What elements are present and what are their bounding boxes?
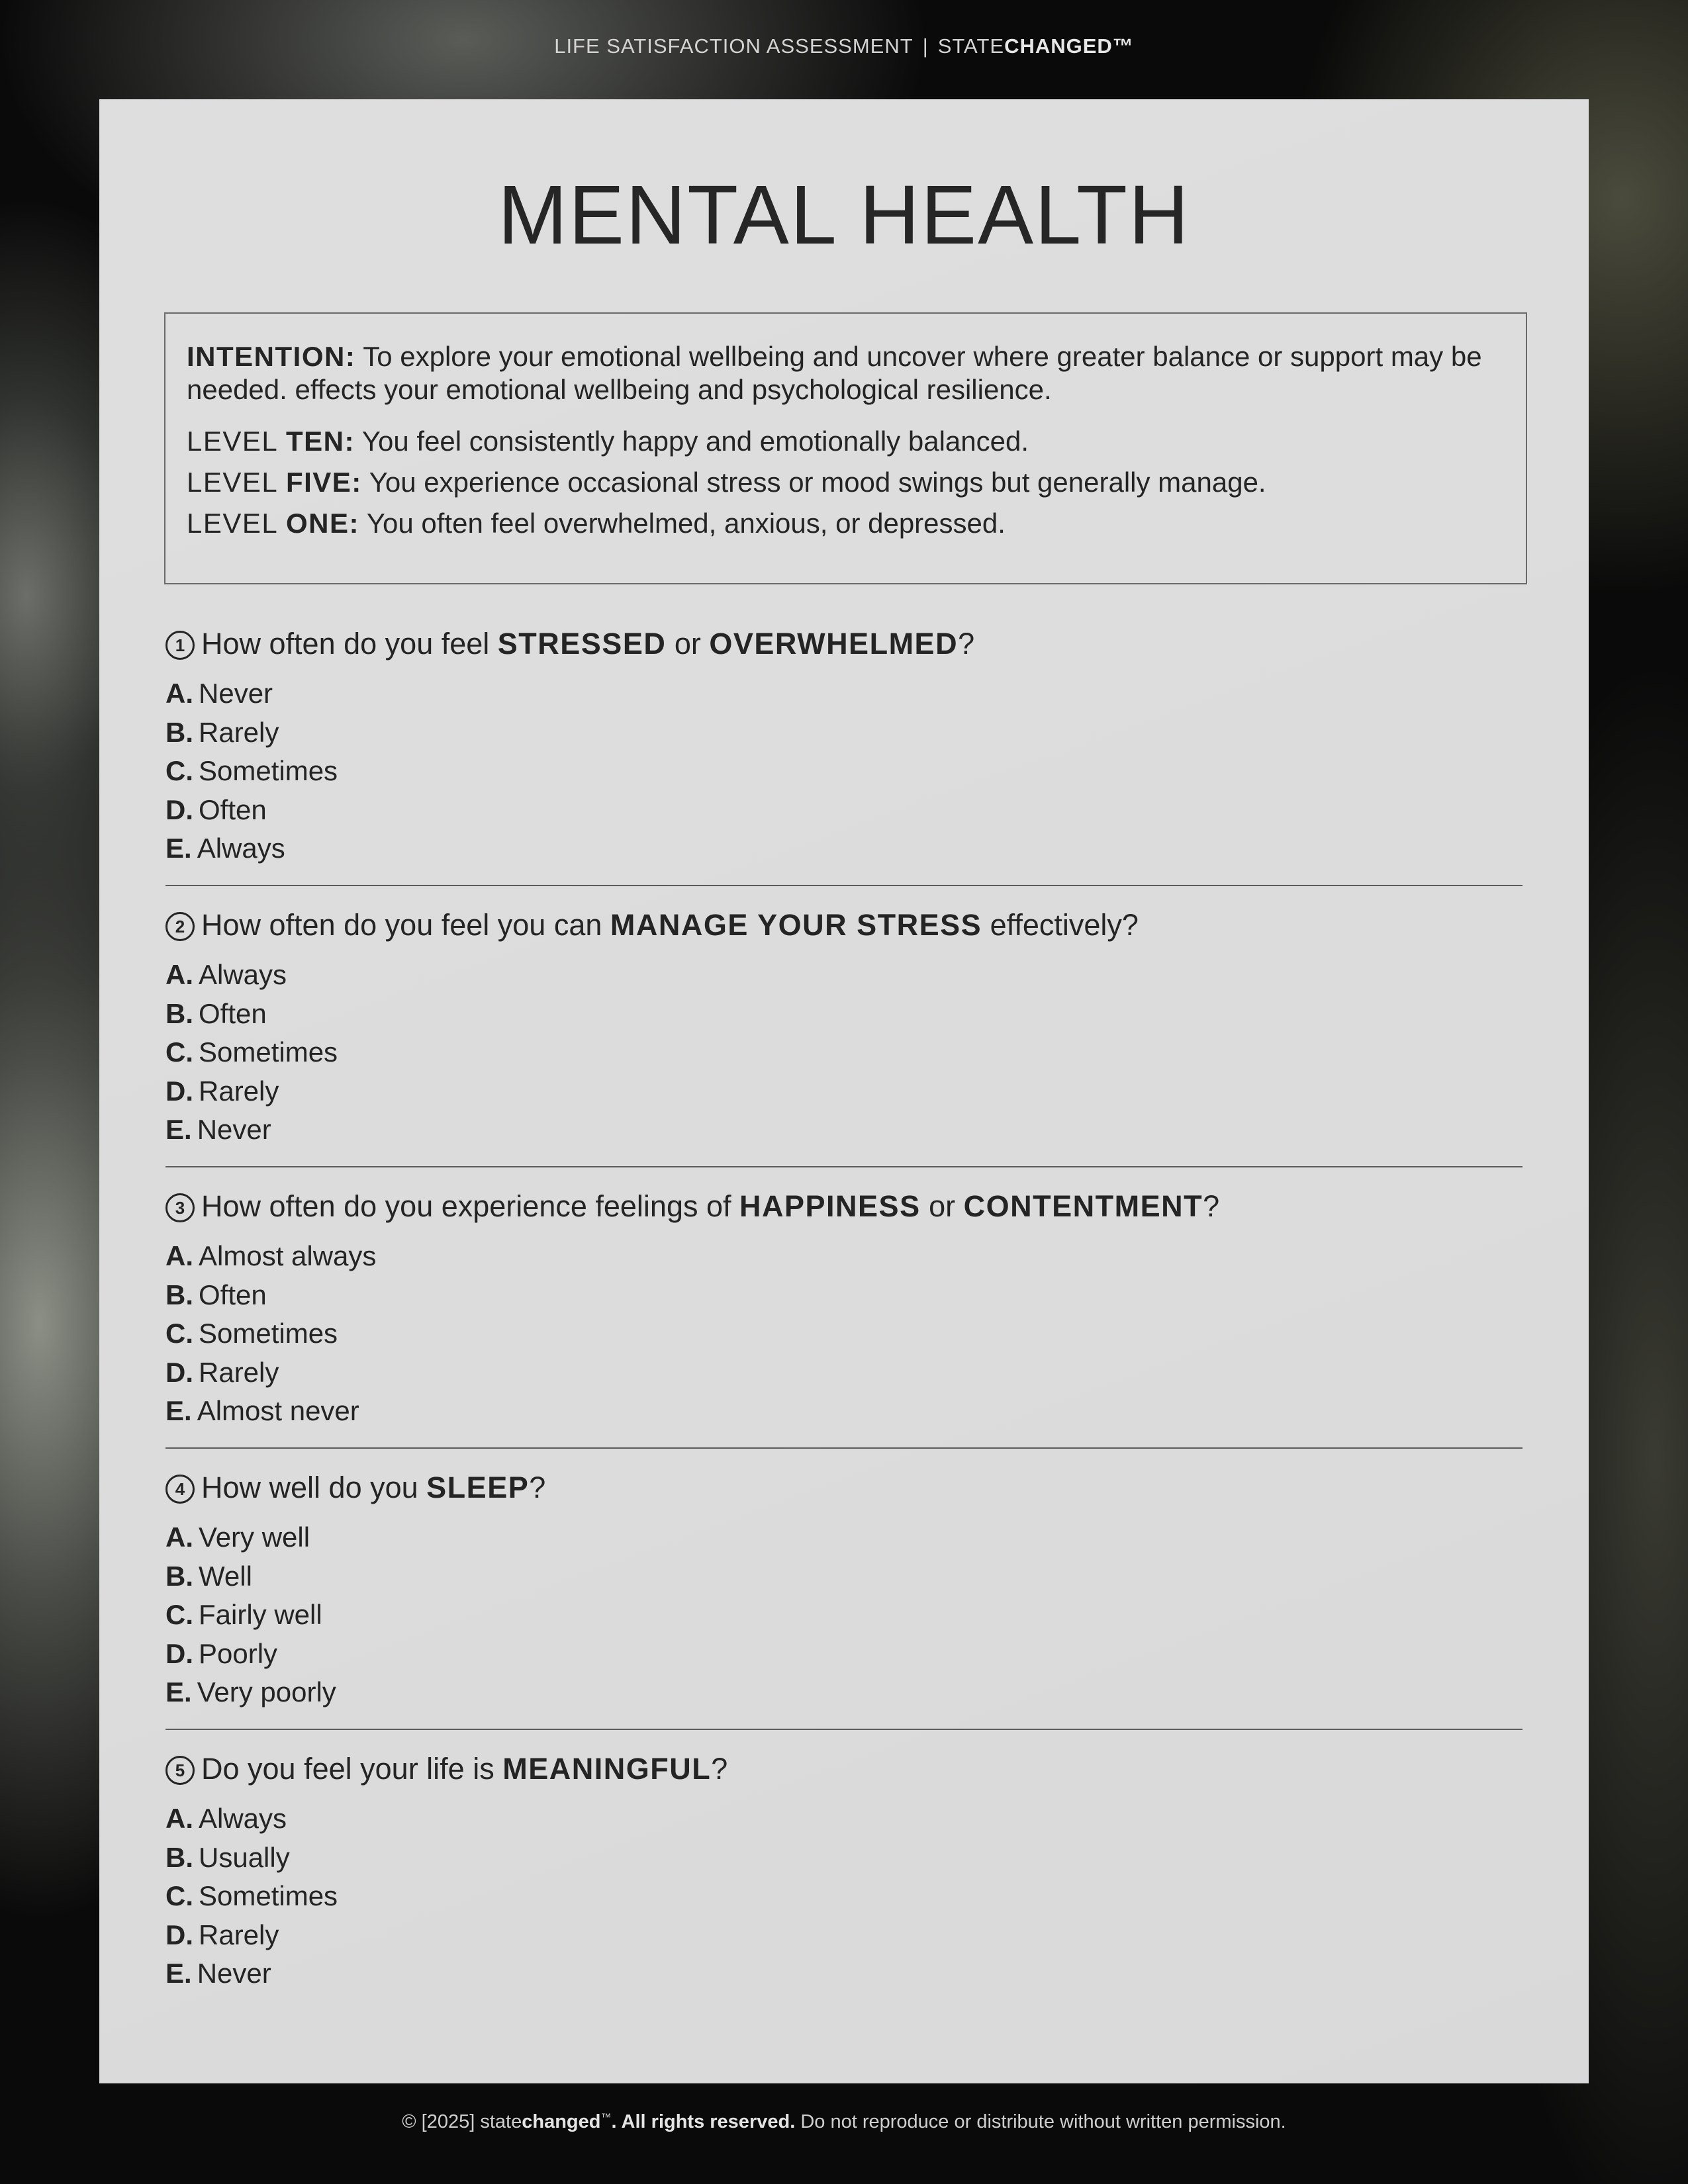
option-c[interactable] <box>165 752 1523 791</box>
section-divider <box>165 1729 1523 1730</box>
question-number-badge: 4 <box>165 1475 195 1504</box>
question-text-part: ? <box>958 627 975 660</box>
option-a[interactable] <box>165 674 1523 713</box>
header-separator: | <box>922 34 929 58</box>
option-text: Well <box>199 1560 252 1592</box>
option-b[interactable] <box>165 713 1523 752</box>
option-text: Almost always <box>199 1240 377 1271</box>
option-text: Always <box>199 1803 287 1834</box>
level-label-light: LEVEL <box>187 508 279 539</box>
option-letter: C. <box>165 1318 193 1349</box>
option-c[interactable] <box>165 1596 1523 1635</box>
question-text-part: How often do you feel you can <box>201 908 610 942</box>
option-text: Sometimes <box>199 1880 338 1911</box>
option-letter: C. <box>165 1599 193 1630</box>
brand-bold: CHANGED™ <box>1004 34 1134 58</box>
question-number-badge: 1 <box>165 631 195 660</box>
question-keyword: OVERWHELMED <box>709 627 959 660</box>
footer-tm: ™ <box>600 2112 612 2124</box>
document-header <box>0 34 1688 58</box>
question-text-part: ? <box>711 1752 728 1786</box>
question-number-badge: 3 <box>165 1193 195 1222</box>
footer-year: © [2025] <box>402 2111 475 2132</box>
option-letter: A. <box>165 1803 193 1834</box>
level-five <box>187 466 1505 499</box>
level-label-bold: TEN: <box>285 426 355 457</box>
question-5 <box>165 1751 1523 1993</box>
section-divider <box>165 885 1523 886</box>
question-keyword: MANAGE YOUR STRESS <box>610 908 982 942</box>
question-text-part: How well do you <box>201 1471 427 1504</box>
question-1 <box>165 625 1523 868</box>
option-a[interactable] <box>165 1799 1523 1839</box>
level-label-bold: ONE: <box>285 508 359 539</box>
footer-notice: Do not reproduce or distribute without written permission. <box>800 2111 1286 2132</box>
option-letter: B. <box>165 1841 193 1873</box>
option-b[interactable] <box>165 1557 1523 1596</box>
footer-rights: . All rights reserved. <box>611 2111 796 2132</box>
level-text: You feel consistently happy and emotionally balanced. <box>361 426 1029 457</box>
option-e[interactable] <box>165 1673 1523 1712</box>
intention-paragraph <box>187 340 1505 406</box>
question-2 <box>165 907 1523 1150</box>
footer-brand-bold: changed <box>522 2111 601 2132</box>
assessment-title: LIFE SATISFACTION ASSESSMENT <box>554 34 914 58</box>
option-letter: B. <box>165 716 193 748</box>
question-text-part: Do you feel your life is <box>201 1752 503 1786</box>
brand-light: STATE <box>937 34 1005 58</box>
option-letter: C. <box>165 1880 193 1911</box>
question-text <box>165 1751 1523 1788</box>
option-text: Usually <box>199 1841 290 1873</box>
option-text: Rarely <box>199 1919 279 1950</box>
option-letter: A. <box>165 1522 193 1553</box>
question-keyword: HAPPINESS <box>739 1189 921 1223</box>
option-b[interactable] <box>165 1276 1523 1315</box>
question-number-badge: 5 <box>165 1756 195 1785</box>
question-text-part: How often do you experience feelings of <box>201 1189 740 1223</box>
question-text-part: or <box>666 627 710 660</box>
question-text <box>165 625 1523 662</box>
option-text: Never <box>199 678 273 709</box>
option-letter: E. <box>165 1676 192 1707</box>
question-4 <box>165 1469 1523 1712</box>
option-text: Poorly <box>199 1637 278 1669</box>
level-label-light: LEVEL <box>187 426 279 457</box>
option-text: Always <box>199 959 287 990</box>
option-text: Rarely <box>199 1356 279 1388</box>
level-text: You often feel overwhelmed, anxious, or depressed. <box>366 508 1006 539</box>
option-a[interactable] <box>165 1518 1523 1557</box>
question-number-badge: 2 <box>165 912 195 941</box>
option-text: Sometimes <box>199 755 338 786</box>
page-title: MENTAL HEALTH <box>498 168 1190 261</box>
option-letter: B. <box>165 1279 193 1310</box>
question-text-part: effectively? <box>982 908 1139 942</box>
option-letter: D. <box>165 1075 193 1107</box>
option-letter: A. <box>165 1240 193 1271</box>
intention-text: To explore your emotional wellbeing and uncover where greater balance or support may be needed. effects your emotional wellbeing and psychological resilience. <box>187 341 1482 405</box>
option-text: Never <box>197 1114 271 1145</box>
option-d[interactable] <box>165 1353 1523 1392</box>
option-e[interactable] <box>165 1954 1523 1993</box>
option-c[interactable] <box>165 1877 1523 1916</box>
question-keyword: STRESSED <box>497 627 667 660</box>
option-letter: D. <box>165 1356 193 1388</box>
option-text: Almost never <box>197 1395 359 1426</box>
option-e[interactable] <box>165 1392 1523 1431</box>
option-letter: E. <box>165 1958 192 1989</box>
option-letter: E. <box>165 1395 192 1426</box>
option-e[interactable] <box>165 829 1523 868</box>
option-text: Rarely <box>199 1075 279 1107</box>
option-text: Never <box>197 1958 271 1989</box>
option-text: Fairly well <box>199 1599 322 1630</box>
option-letter: E. <box>165 833 192 864</box>
level-ten <box>187 425 1505 458</box>
option-b[interactable] <box>165 1839 1523 1878</box>
copyright-footer <box>0 2111 1688 2133</box>
option-text: Rarely <box>199 716 279 748</box>
option-d[interactable] <box>165 1916 1523 1955</box>
option-letter: C. <box>165 1036 193 1068</box>
question-text <box>165 1469 1523 1506</box>
option-b[interactable] <box>165 995 1523 1034</box>
question-keyword: SLEEP <box>426 1471 530 1504</box>
option-e[interactable] <box>165 1111 1523 1150</box>
level-text: You experience occasional stress or mood swings but generally manage. <box>369 467 1266 498</box>
option-letter: A. <box>165 678 193 709</box>
option-d[interactable] <box>165 791 1523 830</box>
question-text-part: How often do you feel <box>201 627 498 660</box>
intention-box <box>164 312 1527 584</box>
option-d[interactable] <box>165 1635 1523 1674</box>
option-letter: D. <box>165 794 193 825</box>
option-text: Sometimes <box>199 1318 338 1349</box>
level-label-bold: FIVE: <box>285 467 362 498</box>
question-text <box>165 1188 1523 1225</box>
option-text: Always <box>197 833 285 864</box>
option-text: Sometimes <box>199 1036 338 1068</box>
option-text: Very poorly <box>197 1676 336 1707</box>
option-letter: D. <box>165 1919 193 1950</box>
question-keyword: MEANINGFUL <box>502 1752 712 1786</box>
question-text <box>165 907 1523 944</box>
question-text-part: or <box>920 1189 964 1223</box>
question-text-part: ? <box>529 1471 546 1504</box>
option-letter: D. <box>165 1637 193 1669</box>
option-letter: E. <box>165 1114 192 1145</box>
option-c[interactable] <box>165 1033 1523 1072</box>
section-divider <box>165 1166 1523 1167</box>
option-text: Very well <box>199 1522 310 1553</box>
intention-label: INTENTION: <box>187 341 356 372</box>
option-letter: B. <box>165 1560 193 1592</box>
option-text: Often <box>199 1279 267 1310</box>
option-text: Often <box>199 794 267 825</box>
question-3 <box>165 1188 1523 1431</box>
option-a[interactable] <box>165 1237 1523 1276</box>
option-a[interactable] <box>165 956 1523 995</box>
footer-brand-light: state <box>480 2111 522 2132</box>
option-letter: B. <box>165 997 193 1029</box>
option-letter: C. <box>165 755 193 786</box>
level-label-light: LEVEL <box>187 467 279 498</box>
option-c[interactable] <box>165 1314 1523 1353</box>
section-divider <box>165 1447 1523 1449</box>
option-text: Often <box>199 997 267 1029</box>
question-keyword: CONTENTMENT <box>963 1189 1203 1223</box>
question-text-part: ? <box>1203 1189 1220 1223</box>
option-d[interactable] <box>165 1072 1523 1111</box>
option-letter: A. <box>165 959 193 990</box>
level-one <box>187 507 1505 540</box>
